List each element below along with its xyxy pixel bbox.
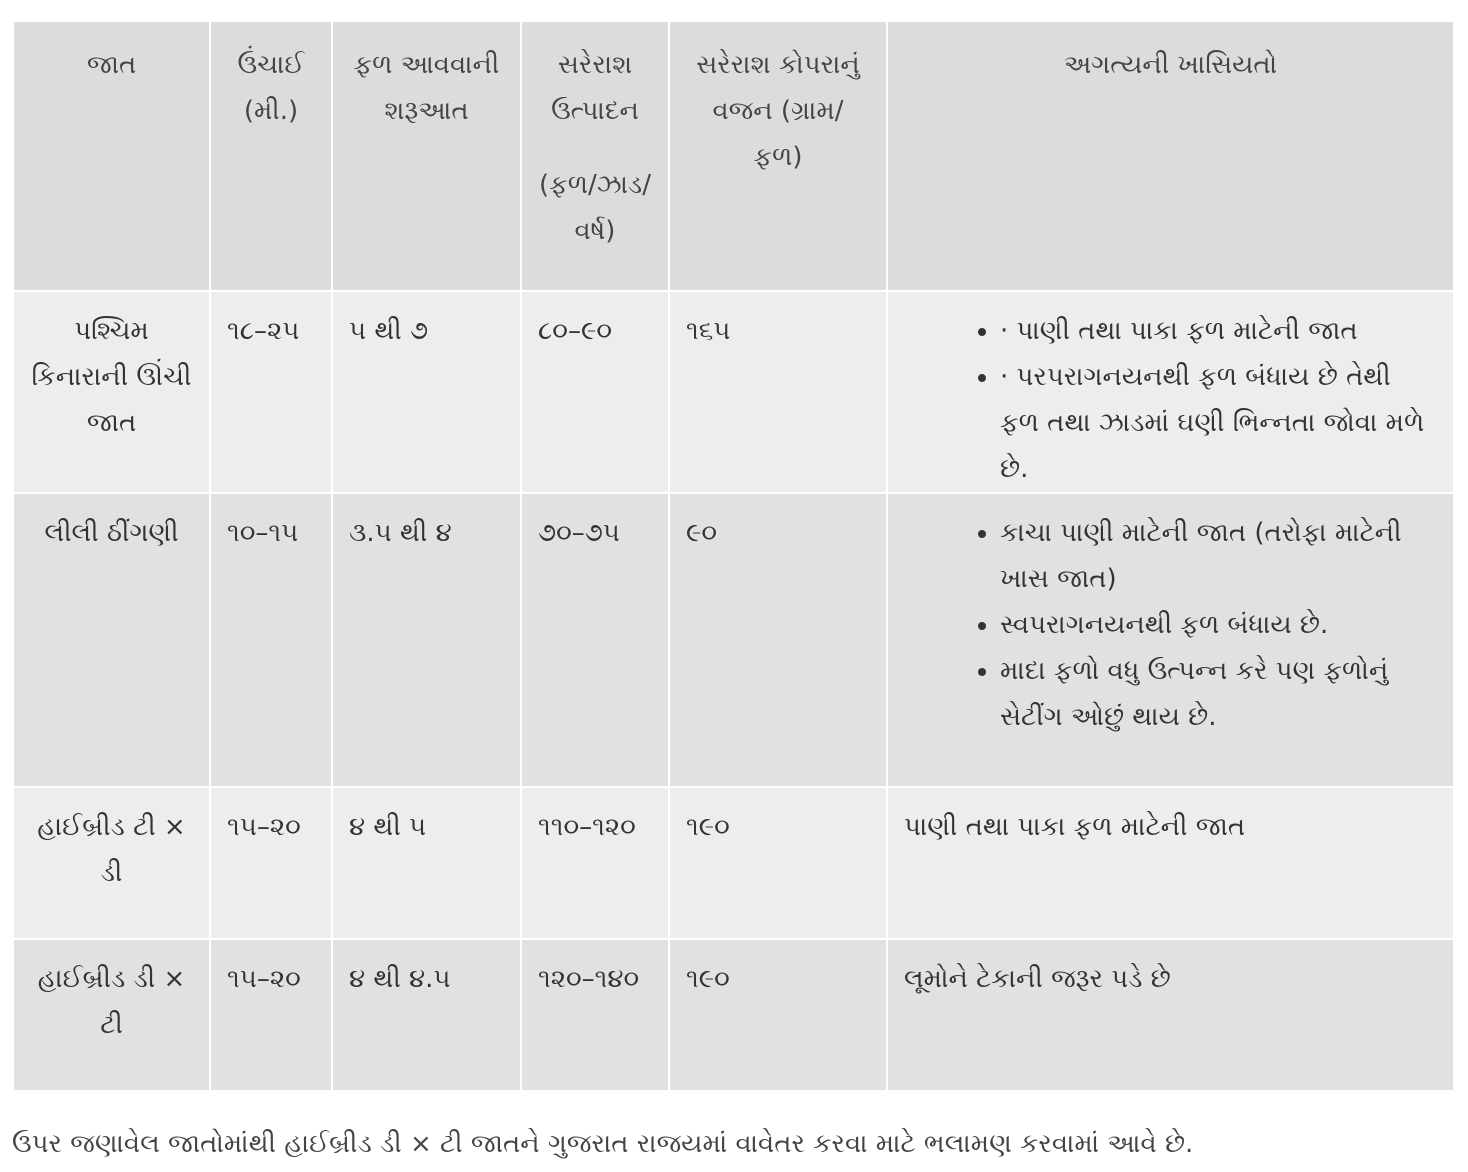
cell-height: ૧૫–૨૦: [210, 939, 332, 1091]
features-list-item: • સ્વપરાગનયનથી ફળ બંધાય છે.: [1000, 602, 1433, 648]
cell-average-yield: ૧૧૦–૧૨૦: [521, 787, 669, 939]
header-fruiting-start: ફળ આવવાની શરૂઆત: [332, 21, 521, 291]
header-average-yield-line2: (ફળ/ઝાડ/વર્ષ): [539, 170, 651, 246]
cell-fruiting-start: ૫ થી ૭: [332, 291, 521, 493]
table-row: [13, 787, 1454, 939]
header-copra-weight: સરેરાશ કોપરાનું વજન (ગ્રામ/ફળ): [669, 21, 887, 291]
table-row: [13, 291, 1454, 493]
cell-features: [887, 493, 1454, 787]
header-average-yield: [521, 21, 669, 291]
cell-features: પાણી તથા પાકા ફળ માટેની જાત: [887, 787, 1454, 939]
table-row: [13, 493, 1454, 787]
cell-fruiting-start: ૩.૫ થી ૪: [332, 493, 521, 787]
cell-copra-weight: ૯૦: [669, 493, 887, 787]
features-list-item: • · પાણી તથા પાકા ફળ માટેની જાત: [1000, 308, 1433, 354]
cell-variety: હાઈબ્રીડ ડી × ટી: [13, 939, 210, 1091]
cell-copra-weight: ૧૯૦: [669, 787, 887, 939]
cell-features: લૂમોને ટેકાની જરૂર પડે છે: [887, 939, 1454, 1091]
cell-average-yield: ૭૦–૭૫: [521, 493, 669, 787]
table-row: [13, 939, 1454, 1091]
header-height: ઉંચાઈ (મી.): [210, 21, 332, 291]
features-list-item: • · પરપરાગનયનથી ફળ બંધાય છે તેથી ફળ તથા ઝાડમાં ઘણી ભિન્નતા જોવા મળે છે.: [1000, 354, 1433, 492]
table-header-row: [13, 21, 1454, 291]
cell-copra-weight: ૧૯૦: [669, 939, 887, 1091]
features-list-item: • કાચા પાણી માટેની જાત (તરોફા માટેની ખાસ જાત): [1000, 510, 1433, 602]
cell-features: [887, 291, 1454, 493]
cell-copra-weight: ૧૬૫: [669, 291, 887, 493]
cell-average-yield: ૧૨૦–૧૪૦: [521, 939, 669, 1091]
cell-variety: પશ્ચિમ કિનારાની ઊંચી જાત: [13, 291, 210, 493]
cell-height: ૧૫–૨૦: [210, 787, 332, 939]
header-average-yield-line1: સરેરાશ ઉત્પાદન: [551, 50, 639, 126]
features-list: [904, 510, 1433, 740]
cell-variety: હાઈબ્રીડ ટી × ડી: [13, 787, 210, 939]
cell-height: ૧૦–૧૫: [210, 493, 332, 787]
features-list: [904, 308, 1433, 492]
features-list-item: • માદા ફળો વધુ ઉત્પન્ન કરે પણ ફળોનું સેટીંગ ઓછું થાય છે.: [1000, 648, 1433, 740]
cell-variety: લીલી ઠીંગણી: [13, 493, 210, 787]
cell-average-yield: ૮૦–૯૦: [521, 291, 669, 493]
recommendation-note: ઉપર જણાવેલ જાતોમાંથી હાઈબ્રીડ ડી × ટી જાતને ગુજરાત રાજયમાં વાવેતર કરવા માટે ભલામણ કરવામાં આવે છે.: [12, 1129, 1194, 1159]
varieties-table-container: [12, 20, 1453, 1092]
cell-fruiting-start: ૪ થી ૫: [332, 787, 521, 939]
header-variety: જાત: [13, 21, 210, 291]
header-features: અગત્યની ખાસિયતો: [887, 21, 1454, 291]
cell-height: ૧૮–૨૫: [210, 291, 332, 493]
cell-fruiting-start: ૪ થી ૪.૫: [332, 939, 521, 1091]
coconut-varieties-table: [12, 20, 1455, 1092]
